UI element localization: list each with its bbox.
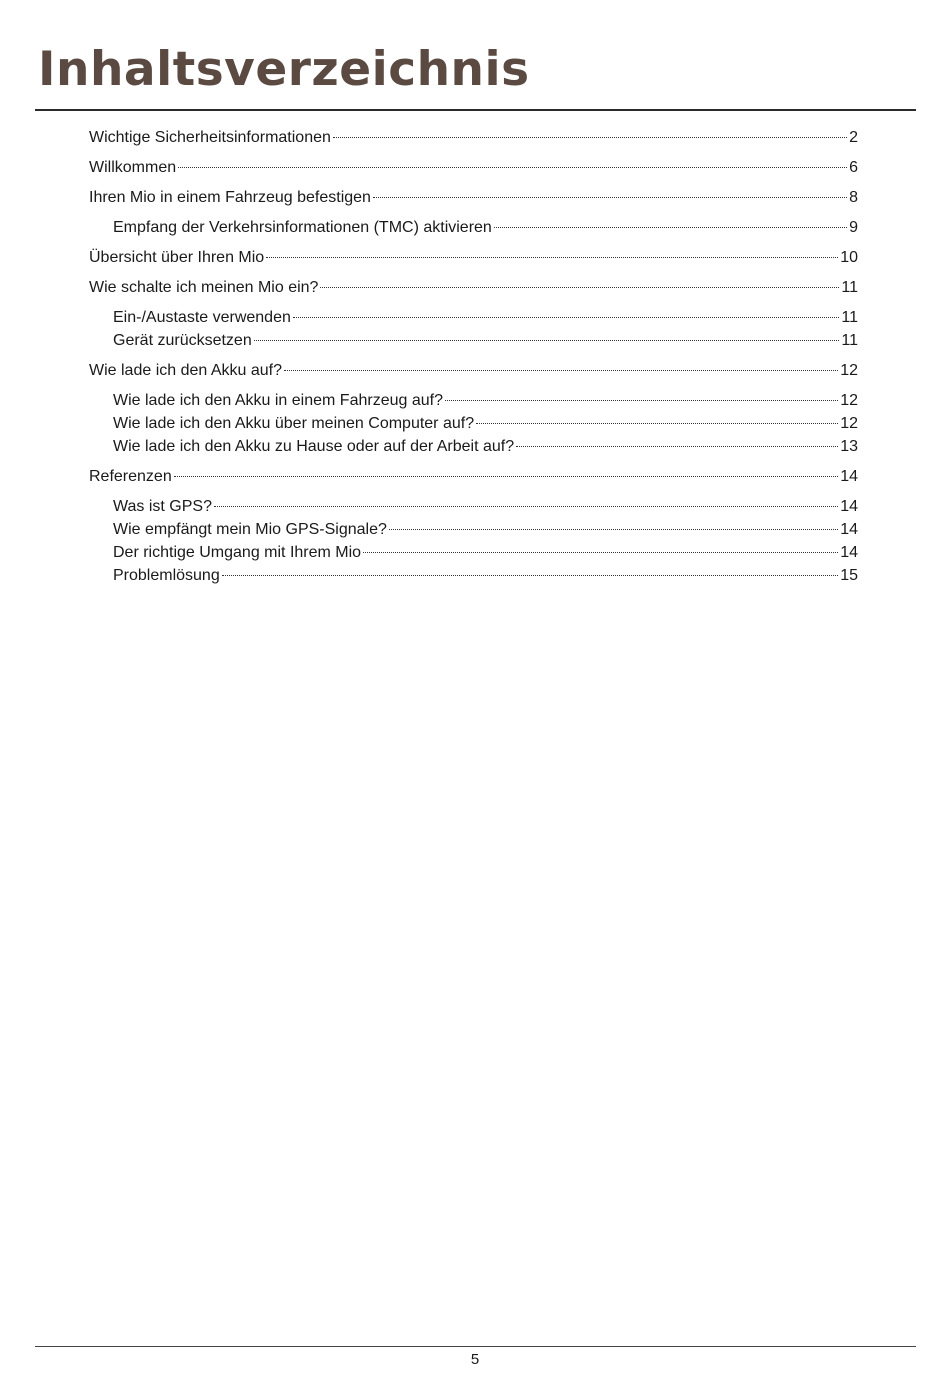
toc-entry[interactable] bbox=[89, 435, 858, 458]
toc-entry-label: Wie lade ich den Akku zu Hause oder auf der Arbeit auf? bbox=[113, 438, 515, 455]
toc-entry[interactable] bbox=[89, 564, 858, 587]
toc-entry[interactable] bbox=[89, 541, 858, 564]
toc-entry-label: Wie schalte ich meinen Mio ein? bbox=[89, 279, 319, 296]
toc-entry[interactable] bbox=[89, 306, 858, 329]
toc-entry[interactable] bbox=[89, 495, 858, 518]
toc-entry-label: Wie lade ich den Akku über meinen Computer auf? bbox=[113, 415, 475, 432]
toc-entry-label: Empfang der Verkehrsinformationen (TMC) aktivieren bbox=[113, 219, 492, 236]
toc-entry-label: Problemlösung bbox=[113, 567, 220, 584]
toc-entry[interactable] bbox=[89, 329, 858, 352]
toc-entry-label: Willkommen bbox=[89, 159, 177, 176]
toc-entry-page: 14 bbox=[840, 544, 858, 561]
page-title: Inhaltsverzeichnis bbox=[38, 42, 530, 97]
dot-leader bbox=[174, 476, 838, 477]
dot-leader bbox=[516, 446, 838, 447]
dot-leader bbox=[333, 137, 847, 138]
toc-entry-page: 11 bbox=[841, 309, 858, 326]
toc-entry-label: Wie lade ich den Akku in einem Fahrzeug auf? bbox=[113, 392, 443, 409]
dot-leader bbox=[254, 340, 840, 341]
toc-entry-page: 14 bbox=[840, 468, 858, 485]
dot-leader bbox=[389, 529, 838, 530]
toc-entry-label: Ihren Mio in einem Fahrzeug befestigen bbox=[89, 189, 371, 206]
toc-entry-page: 15 bbox=[840, 567, 858, 584]
toc-entry[interactable] bbox=[89, 276, 858, 299]
toc-entry-label: Was ist GPS? bbox=[113, 498, 212, 515]
toc-entry[interactable] bbox=[89, 465, 858, 488]
toc-entry-label: Gerät zurücksetzen bbox=[113, 332, 252, 349]
toc-entry[interactable] bbox=[89, 126, 858, 149]
toc-entry[interactable] bbox=[89, 186, 858, 209]
toc-entry-page: 10 bbox=[840, 249, 858, 266]
toc-entry-page: 8 bbox=[849, 189, 858, 206]
toc-entry-label: Der richtige Umgang mit Ihrem Mio bbox=[113, 544, 362, 561]
toc-entry-page: 12 bbox=[840, 362, 858, 379]
dot-leader bbox=[445, 400, 838, 401]
toc-entry-label: Wie lade ich den Akku auf? bbox=[89, 362, 283, 379]
toc-entry-label: Übersicht über Ihren Mio bbox=[89, 249, 265, 266]
toc-entry-page: 12 bbox=[840, 392, 858, 409]
toc-entry-page: 9 bbox=[849, 219, 858, 236]
dot-leader bbox=[266, 257, 838, 258]
toc-entry-label: Referenzen bbox=[89, 468, 172, 485]
title-divider bbox=[35, 109, 916, 111]
toc-entry[interactable] bbox=[89, 359, 858, 382]
dot-leader bbox=[320, 287, 839, 288]
dot-leader bbox=[363, 552, 838, 553]
page-number: 5 bbox=[470, 1351, 480, 1368]
dot-leader bbox=[214, 506, 838, 507]
dot-leader bbox=[476, 423, 838, 424]
toc-entry[interactable] bbox=[89, 246, 858, 269]
toc-entry-page: 13 bbox=[840, 438, 858, 455]
dot-leader bbox=[222, 575, 838, 576]
toc-entry-page: 14 bbox=[840, 521, 858, 538]
toc-entry-label: Wie empfängt mein Mio GPS-Signale? bbox=[113, 521, 387, 538]
toc-entry[interactable] bbox=[89, 389, 858, 412]
dot-leader bbox=[373, 197, 847, 198]
toc-entry-page: 11 bbox=[841, 332, 858, 349]
dot-leader bbox=[178, 167, 847, 168]
dot-leader bbox=[284, 370, 838, 371]
toc-entry-page: 2 bbox=[849, 129, 858, 146]
toc-entry-label: Ein-/Austaste verwenden bbox=[113, 309, 291, 326]
toc-entry-page: 12 bbox=[840, 415, 858, 432]
toc-entry-page: 11 bbox=[841, 279, 858, 296]
toc-entry-page: 6 bbox=[849, 159, 858, 176]
toc-entry[interactable] bbox=[89, 216, 858, 239]
toc-entry[interactable] bbox=[89, 156, 858, 179]
toc-entry[interactable] bbox=[89, 412, 858, 435]
toc-entry-label: Wichtige Sicherheitsinformationen bbox=[89, 129, 331, 146]
footer-divider bbox=[35, 1346, 916, 1347]
table-of-contents bbox=[89, 126, 858, 587]
toc-entry-page: 14 bbox=[840, 498, 858, 515]
dot-leader bbox=[494, 227, 847, 228]
toc-entry[interactable] bbox=[89, 518, 858, 541]
dot-leader bbox=[293, 317, 840, 318]
